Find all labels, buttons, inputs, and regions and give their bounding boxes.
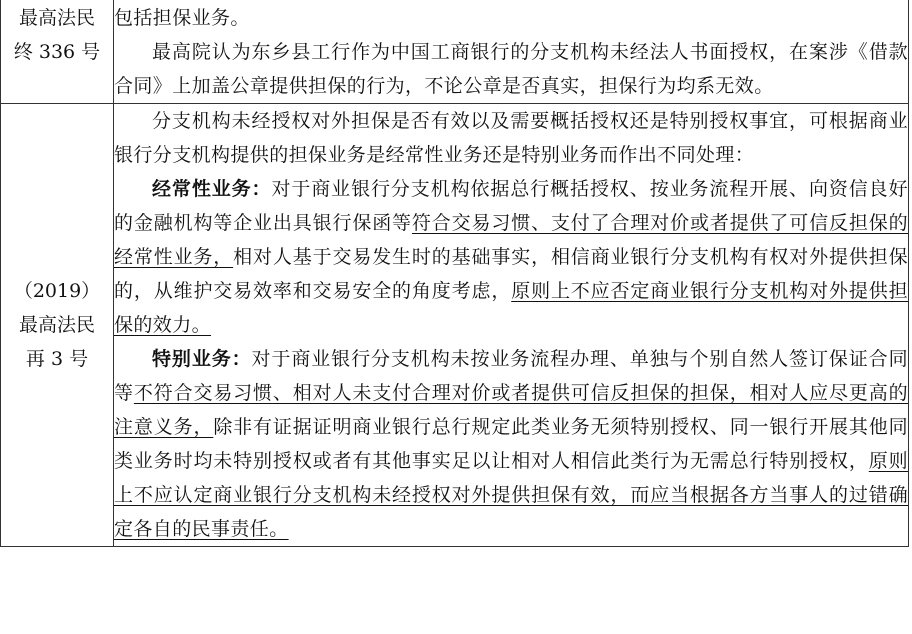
ruling-paragraph: 最高院认为东乡县工行作为中国工商银行的分支机构未经法人书面授权，在案涉《借款合同》上加盖公章提供担保的行为，不论公章是否真实，担保行为均系无效。 (114, 41, 908, 97)
special-business-text: 除非有证据证明商业银行总行规定此类业务无须特别授权、同一银行开展其他同类业务时均未特别授权或者有其他事实足以让相对人相信此类行为无需总行特别授权， (114, 416, 908, 472)
case-number-cell (1, 104, 114, 547)
underlined-text: 不符合交易习惯、相对人未支付合理对价或者提供可信反担保的担保，相对人应尽更高的注意义务， (114, 382, 909, 438)
regular-business-text: 对于商业银行分支机构依据总行概括授权、按业务流程开展、向资信良好的金融机构等企业出具银行保函等 (114, 178, 908, 234)
underlined-text: 原则上不应否定商业银行分支机构对外提供担保的效力。 (114, 280, 908, 336)
underlined-text: 原则上不应认定商业银行分支机构未经授权对外提供担保有效，而应当根据各方当事人的过错确定各自的民事责任。 (114, 450, 908, 540)
table-row (1, 0, 909, 104)
case-number-line: 再 3 号 (25, 348, 89, 370)
underlined-text: 符合交易习惯、支付了合理对价或者提供了可信反担保的经常性业务， (114, 212, 908, 268)
ruling-paragraph: 包括担保业务。 (114, 7, 250, 29)
special-business-paragraph (114, 342, 908, 546)
regular-business-paragraph (114, 172, 908, 342)
case-number-line: 最高法民 (18, 314, 95, 336)
table-row (1, 104, 909, 547)
case-number-line: （2019） (13, 280, 101, 302)
special-business-text: 对于商业银行分支机构未按业务流程办理、单独与个别自然人签订保证合同等 (114, 348, 908, 404)
case-number-line: 终 336 号 (13, 41, 101, 63)
intro-paragraph: 分支机构未经授权对外担保是否有效以及需要概括授权还是特别授权事宜，可根据商业银行分支机构提供的担保业务是经常性业务还是特别业务而作出不同处理： (114, 110, 908, 166)
case-number-line: 最高法民 (18, 7, 95, 29)
regular-business-text: 相对人基于交易发生时的基础事实，相信商业银行分支机构有权对外提供担保的，从维护交易效率和交易安全的角度考虑， (114, 246, 908, 302)
ruling-content-cell (114, 104, 909, 547)
ruling-content-cell (114, 0, 909, 104)
special-business-heading: 特别业务： (152, 348, 252, 370)
regular-business-heading: 经常性业务： (152, 178, 272, 200)
case-number-cell (1, 0, 114, 104)
